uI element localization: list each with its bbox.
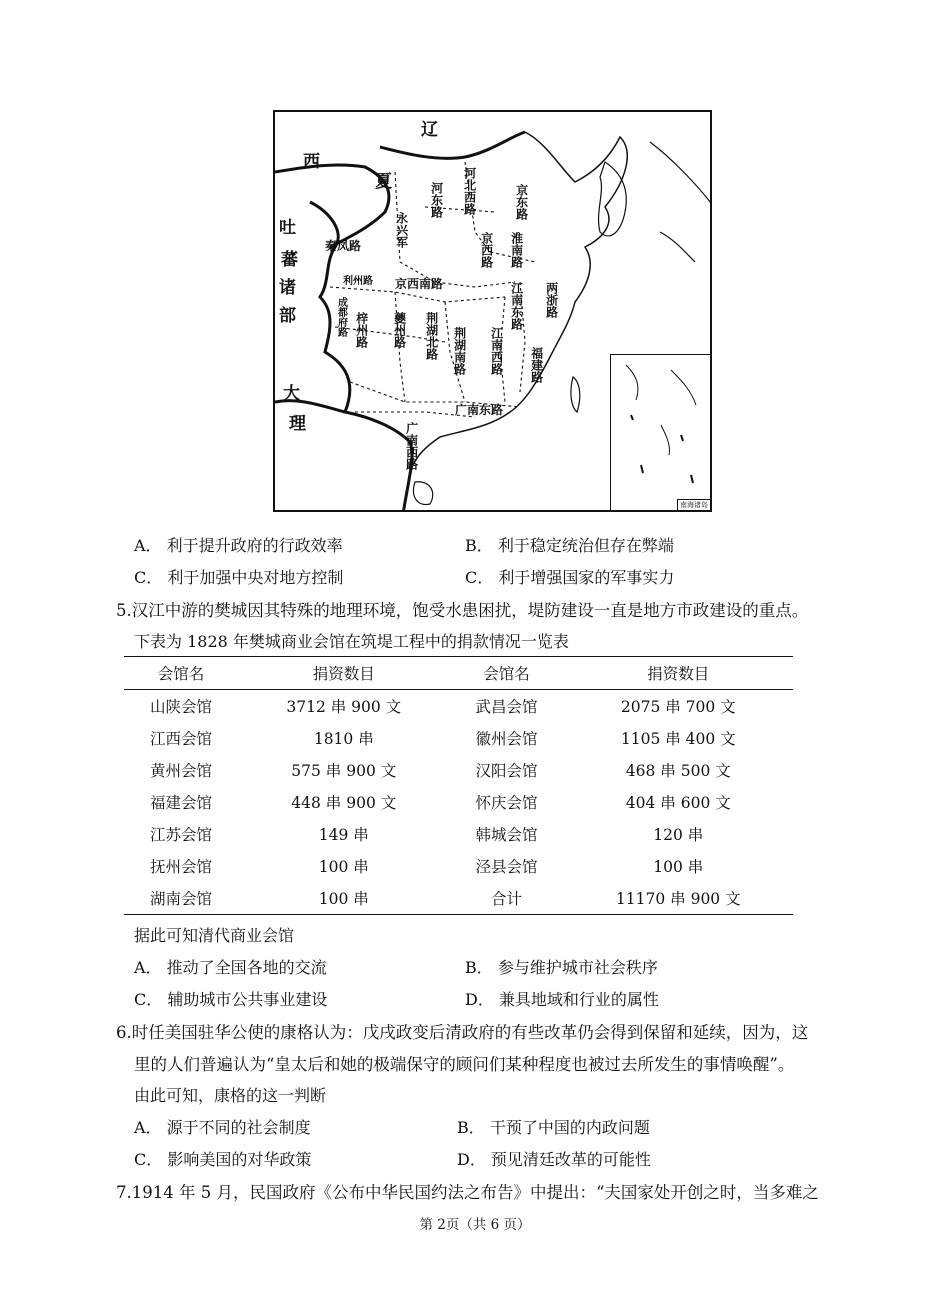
q6-option-d: D． 预见清廷改革的可能性 (457, 1150, 651, 1169)
label-bu: 部 (279, 306, 296, 326)
cell: 江苏会馆 (150, 826, 213, 844)
south-china-sea-inset (610, 354, 712, 512)
cell: 抚州会馆 (150, 858, 213, 876)
table-row (124, 690, 793, 723)
q6-line-3: 由此可知，康格的这一判断 (134, 1086, 327, 1105)
cell: 100 串 (318, 890, 369, 908)
label-da: 大 (283, 384, 300, 404)
route-kuizhou: 夔州路 (392, 312, 407, 348)
cell: 120 串 (653, 826, 704, 844)
table-row (124, 818, 793, 850)
cell: 575 串 900 文 (291, 762, 397, 780)
inset-label: 南海诸岛 (677, 499, 711, 511)
q4-option-c: C． 利于加强中央对地方控制 (134, 568, 344, 587)
q6-line-1: 6.时任美国驻华公使的康格认为：戊戌政变后清政府的有些改革仍会得到保留和延续，因为，这 (116, 1023, 809, 1042)
route-hebei: 河北西路 (462, 167, 477, 215)
q4-option-b: B． 利于稳定统治但存在弊端 (465, 536, 674, 555)
cell: 合计 (490, 890, 522, 908)
q6-line-2: 里的人们普遍认为“皇太后和她的极端保守的顾问们某种程度也被过去所发生的事情唤醒”。 (134, 1055, 795, 1074)
cell: 湖南会馆 (150, 890, 213, 908)
route-jingxi: 京西路 (479, 232, 494, 268)
table-header-row (124, 657, 793, 690)
route-hedong: 河东路 (429, 182, 444, 218)
table-row (124, 882, 793, 915)
table-row (124, 754, 793, 786)
q5-conclusion: 据此可知清代商业会馆 (134, 926, 295, 945)
korea-peninsula (599, 162, 627, 236)
cell: 1105 串 400 文 (620, 730, 736, 748)
song-dynasty-map (273, 110, 712, 512)
hainan (413, 482, 432, 505)
cell: 468 串 500 文 (625, 762, 731, 780)
q4-option-d: C． 利于增强国家的军事实力 (465, 568, 675, 587)
cell: 11170 串 900 文 (615, 890, 741, 908)
label-xi: 西 (303, 152, 320, 172)
table-row (124, 786, 793, 818)
header-hall-2: 会馆名 (483, 665, 530, 683)
cell: 100 串 (318, 858, 369, 876)
route-qinfeng: 秦凤路 (325, 239, 362, 253)
route-liangzhe: 两浙路 (544, 282, 559, 318)
q4-option-a: A． 利于提升政府的行政效率 (134, 536, 343, 555)
cell: 149 串 (318, 826, 369, 844)
route-jinghu-north: 荆湖北路 (424, 312, 439, 360)
cell: 汉阳会馆 (475, 762, 538, 780)
header-amount: 捐资数目 (312, 665, 375, 683)
cell: 3712 串 900 文 (286, 698, 402, 716)
q6-option-b: B． 干预了中国的内政问题 (457, 1118, 650, 1137)
table-row (124, 850, 793, 882)
route-zizhou: 梓州路 (354, 312, 369, 348)
cell: 徽州会馆 (475, 730, 538, 748)
inset-drawing (611, 355, 712, 512)
route-guangnan-west: 广南西路 (404, 422, 419, 470)
label-tu: 吐 (279, 218, 296, 238)
route-fujian: 福建路 (529, 347, 544, 383)
route-yongxingjun: 永兴军 (394, 212, 409, 248)
route-jinghu-south: 荆湖南路 (452, 327, 467, 375)
cell: 2075 串 700 文 (620, 698, 736, 716)
route-chengdu: 成都府路 (335, 297, 347, 337)
taiwan (571, 377, 580, 412)
q6-option-a: A． 源于不同的社会制度 (134, 1118, 311, 1137)
label-zhu: 诸 (279, 278, 296, 298)
cell: 山陕会馆 (150, 698, 213, 716)
route-jiangnan-east: 江南东路 (509, 282, 524, 330)
label-liao: 辽 (421, 120, 438, 140)
q5-stem: 5.汉江中游的樊城因其特殊的地理环境，饱受水患困扰，堤防建设一直是地方市政建设的重点。 (116, 601, 809, 620)
route-lizhou: 利州路 (343, 276, 373, 287)
q6-option-c: C． 影响美国的对华政策 (134, 1150, 312, 1169)
table-row (124, 722, 793, 754)
q5-option-a: A． 推动了全国各地的交流 (134, 958, 327, 977)
cell: 404 串 600 文 (625, 794, 731, 812)
q5-table-caption: 下表为 1828 年樊城商业会馆在筑堤工程中的捐款情况一览表 (134, 632, 569, 651)
cell: 100 串 (653, 858, 704, 876)
route-huainan: 淮南路 (509, 232, 524, 268)
q5-option-b: B． 参与维护城市社会秩序 (465, 958, 658, 977)
q5-option-d: D． 兼具地域和行业的属性 (465, 990, 659, 1009)
cell: 怀庆会馆 (475, 794, 538, 812)
donation-table (124, 656, 793, 915)
route-jingxinan: 京西南路 (395, 277, 444, 291)
cell: 448 串 900 文 (291, 794, 397, 812)
route-guangnan-east: 广南东路 (455, 403, 504, 417)
label-fan: 蕃 (281, 250, 298, 270)
header-amount-2: 捐资数目 (647, 665, 710, 683)
route-jiangnan-west: 江南西路 (489, 327, 504, 375)
cell: 福建会馆 (150, 794, 213, 812)
page-footer: 第 2页（共 6 页） (419, 1217, 531, 1233)
header-hall: 会馆名 (157, 665, 205, 683)
japan-islands (650, 142, 712, 262)
cell: 武昌会馆 (475, 698, 538, 716)
route-jingdong: 京东路 (514, 184, 529, 220)
label-xia: 夏 (375, 172, 392, 192)
q7-line-1: 7.1914 年 5 月，民国政府《公布中华民国约法之布告》中提出：“夫国家处开创之时，当多难之 (116, 1183, 819, 1202)
cell: 泾县会馆 (475, 858, 538, 876)
cell: 韩城会馆 (475, 826, 538, 844)
label-li: 理 (289, 414, 306, 434)
cell: 1810 串 (313, 730, 374, 748)
cell: 江西会馆 (150, 730, 213, 748)
cell: 黄州会馆 (150, 762, 213, 780)
q5-option-c: C． 辅助城市公共事业建设 (134, 990, 328, 1009)
